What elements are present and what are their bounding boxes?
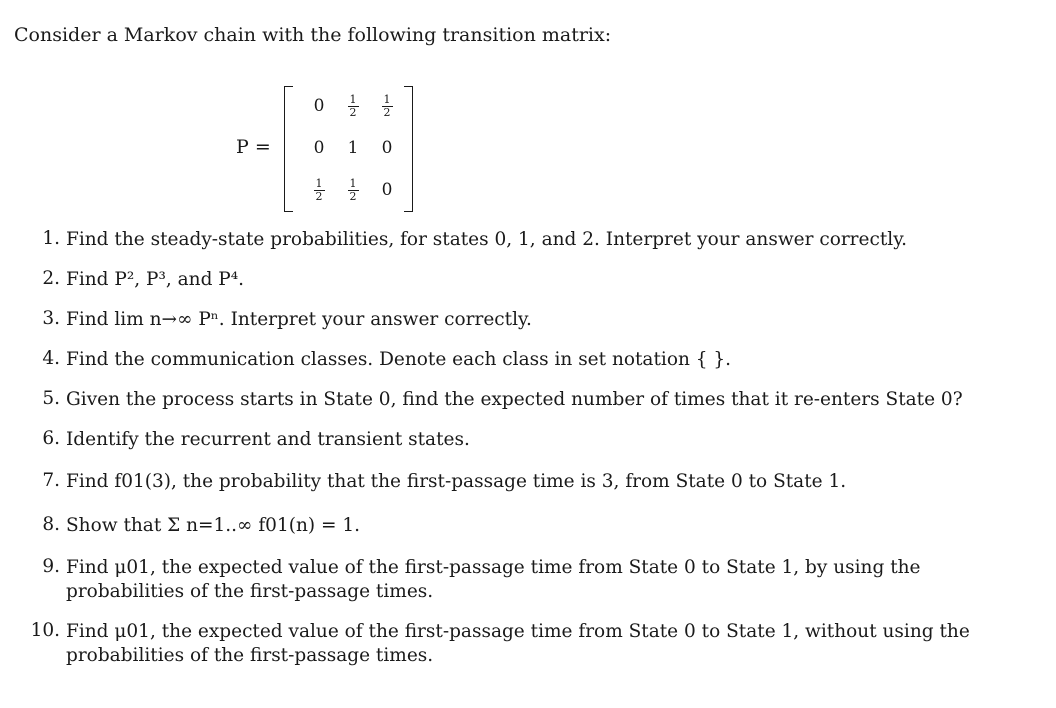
question-text: Find the communication classes. Denote each class in set notation { }. — [66, 349, 732, 370]
matrix-cell — [372, 86, 402, 126]
question-number: 3. — [42, 308, 60, 329]
transition-matrix — [232, 82, 432, 212]
question-number: 6. — [42, 428, 60, 449]
fraction: $\frac{1}{2}$ — [349, 176, 357, 203]
intro-text: Consider a Markov chain with the following transition matrix: — [14, 24, 612, 46]
matrix-grid — [304, 86, 404, 210]
question-number: 7. — [42, 470, 60, 491]
question-text: Find f01(3), the probability that the first-passage time is 3, from State 0 to State 1. — [66, 471, 847, 492]
matrix-cell — [304, 170, 334, 210]
matrix-cell: 0 — [313, 96, 325, 116]
matrix-left-bracket — [284, 86, 293, 212]
question-number: 8. — [42, 514, 60, 535]
matrix-cell: 1 — [347, 138, 359, 158]
fraction: $\frac{1}{2}$ — [383, 92, 391, 119]
question-number: 1. — [42, 228, 60, 249]
fraction: $\frac{1}{2}$ — [315, 176, 323, 203]
fraction: $\frac{1}{2}$ — [349, 92, 357, 119]
question-number: 4. — [42, 348, 60, 369]
question-number: 5. — [42, 388, 60, 409]
question-text: Find μ01, the expected value of the first-passage time from State 0 to State 1, without using the probabilities of the first-passage times. — [66, 621, 970, 666]
matrix-right-bracket — [404, 86, 413, 212]
matrix-cell: 0 — [381, 180, 393, 200]
matrix-cell — [338, 86, 368, 126]
question-text: Find lim n→∞ Pⁿ. Interpret your answer correctly. — [66, 309, 532, 330]
question-text: Find μ01, the expected value of the first-passage time from State 0 to State 1, by using the probabilities of the first-passage times. — [66, 557, 921, 602]
question-text: Given the process starts in State 0, find the expected number of times that it re-enters State 0? — [66, 389, 963, 410]
question-text: Find P², P³, and P⁴. — [66, 269, 245, 290]
question-text: Identify the recurrent and transient states. — [66, 429, 470, 450]
matrix-cell: 0 — [313, 138, 325, 158]
matrix-label: P = — [236, 136, 271, 158]
question-number: 2. — [42, 268, 60, 289]
question-text: Find the steady-state probabilities, for states 0, 1, and 2. Interpret your answer correctly. — [66, 229, 908, 250]
question-number: 10. — [30, 620, 60, 641]
matrix-cell: 0 — [381, 138, 393, 158]
question-text: Show that Σ n=1..∞ f01(n) = 1. — [66, 515, 360, 536]
question-number: 9. — [42, 556, 60, 577]
matrix-cell — [338, 170, 368, 210]
